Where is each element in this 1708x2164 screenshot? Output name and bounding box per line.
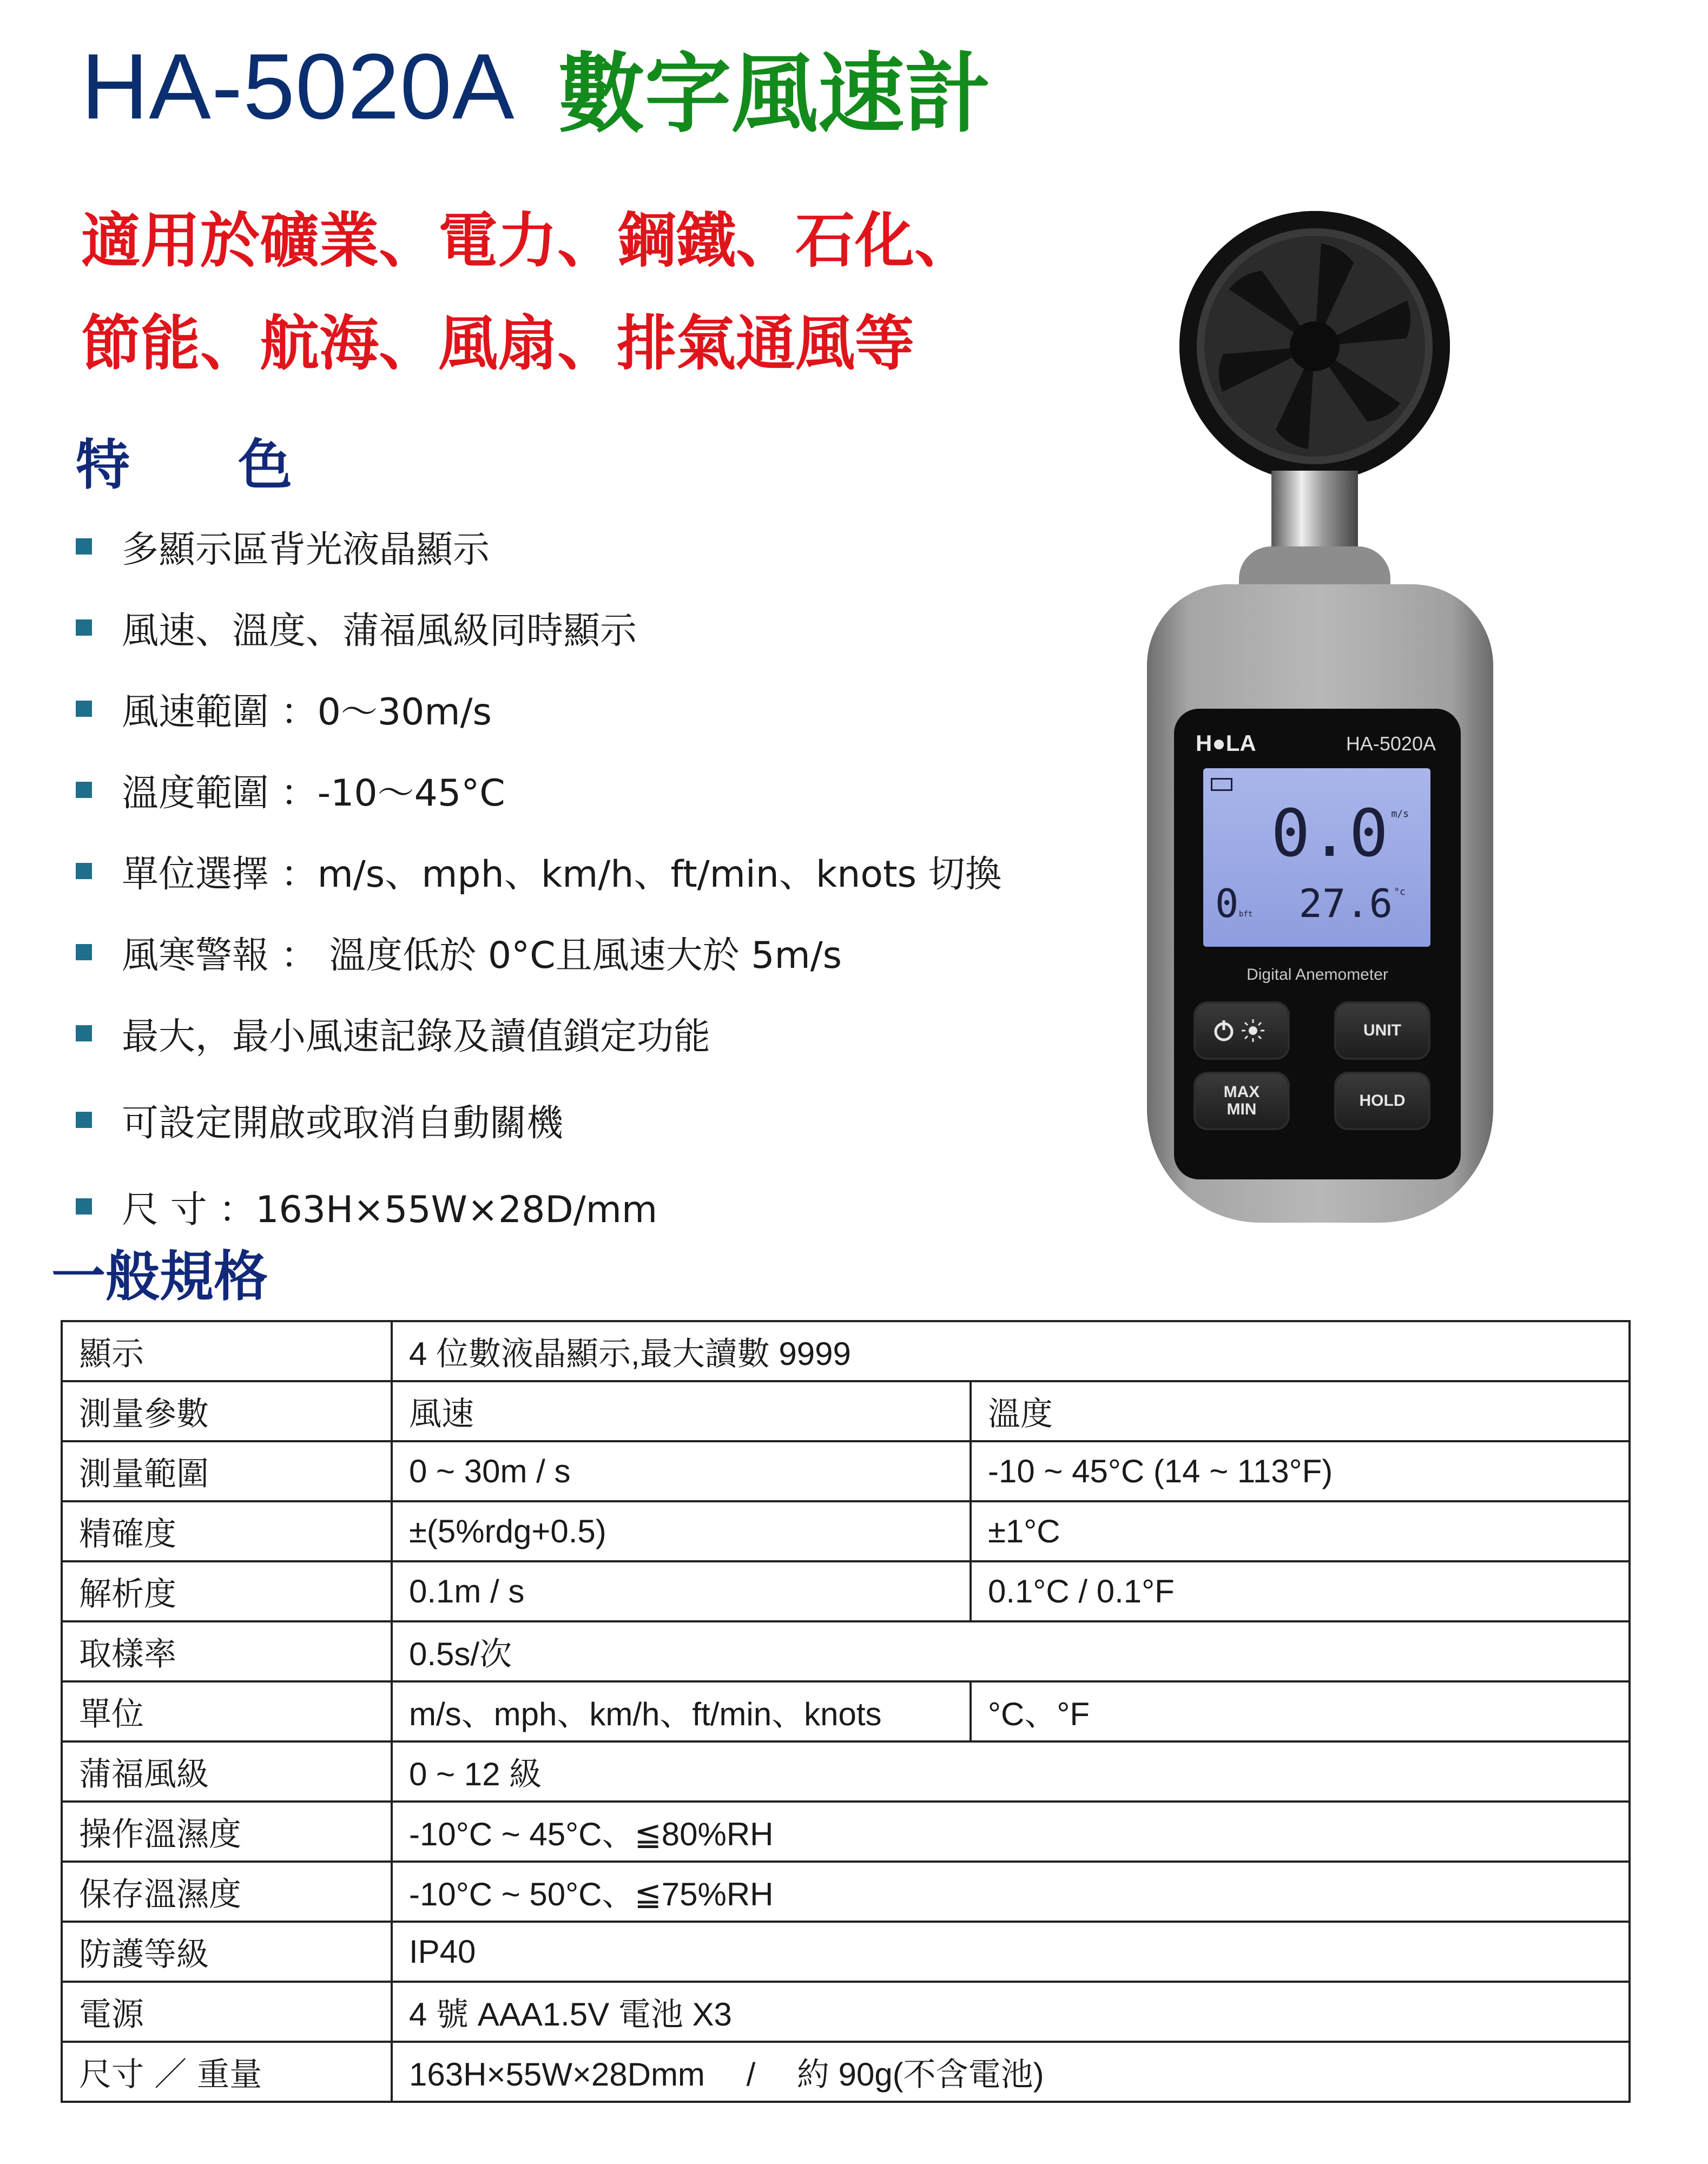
table-row [62,1681,1630,1741]
spec-label: 電源 [62,1982,392,2042]
spec-label: 測量參數 [62,1381,392,1441]
lcd-beaufort: 0 [1215,881,1239,926]
spec-label: 單位 [62,1681,392,1741]
square-bullet-icon [76,619,92,636]
device-subtitle: Digital Anemometer [1247,966,1388,984]
spec-value: 0.5s/次 [392,1621,1630,1681]
spec-value: ±(5%rdg+0.5) [392,1501,971,1561]
spec-value: 4 號 AAA1.5V 電池 X3 [392,1982,1630,2042]
hold-button: HOLD [1336,1074,1428,1128]
square-bullet-icon [76,782,92,798]
spec-table [61,1320,1631,2103]
table-row [62,2042,1630,2102]
model-number: HA-5020A [81,35,515,138]
table-row [62,1802,1630,1862]
feature-item: 溫度範圍 ：-10～45°C [76,749,1002,830]
unit-button: UNIT [1336,1004,1428,1058]
table-row [62,1501,1630,1561]
table-row [62,1381,1630,1441]
spec-value: -10°C ~ 50°C、≦75%RH [392,1862,1630,1922]
table-row [62,1441,1630,1501]
metal-stem [1271,471,1358,557]
device-model-label: HA-5020A [1346,733,1436,755]
battery-icon [1211,778,1232,791]
square-bullet-icon [76,538,92,555]
usage-line: 適用於礦業、電力、鋼鐵、石化、 [81,206,974,275]
square-bullet-icon [76,863,92,879]
spec-label: 尺寸 ／ 重量 [62,2042,392,2102]
power-light-button [1196,1004,1288,1058]
spec-label: 保存溫濕度 [62,1862,392,1922]
table-row [62,1561,1630,1621]
table-row [62,1321,1630,1381]
feature-item: 最大，最小風速記錄及讀值鎖定功能 [76,993,1002,1074]
power-backlight-icon [1212,1017,1271,1044]
feature-item: 風速、溫度、蒲福風級同時顯示 [76,587,1002,668]
spec-value: ±1°C [971,1501,1630,1561]
spec-label: 操作溫濕度 [62,1802,392,1862]
feature-item: 風速範圍 ：0～30m/s [76,668,1002,749]
spec-value: °C、°F [971,1681,1630,1741]
features-title: 特 色 [76,433,292,497]
spec-value: IP40 [392,1922,1630,1982]
square-bullet-icon [76,1025,92,1041]
feature-item: 尺 寸 ：163H×55W×28D/mm [76,1166,1002,1247]
spec-label: 防護等級 [62,1922,392,1982]
spec-label: 蒲福風級 [62,1741,392,1802]
spec-value: m/s、mph、km/h、ft/min、knots [392,1681,971,1741]
spec-value: 0 ~ 30m / s [392,1441,971,1501]
spec-value: 0.1°C / 0.1°F [971,1561,1630,1621]
spec-value: 溫度 [971,1381,1630,1441]
square-bullet-icon [76,944,92,960]
spec-label: 取樣率 [62,1621,392,1681]
feature-item: 多顯示區背光液晶顯示 [76,506,1002,587]
square-bullet-icon [76,1112,92,1128]
feature-item: 風寒警報 ： 溫度低於 0°C且風速大於 5m/s [76,912,1002,993]
lcd-temperature: 27.6 [1298,881,1393,926]
lcd-speed: 0.0 [1271,796,1388,872]
spec-value: 0.1m / s [392,1561,971,1621]
page-title [81,27,991,146]
table-row [62,1862,1630,1922]
spec-value: 163H×55W×28Dmm / 約 90g(不含電池) [392,2042,1630,2102]
usage-statement [81,189,974,395]
spec-label: 顯示 [62,1321,392,1381]
usage-line: 節能、航海、風扇、排氣通風等 [81,309,914,378]
square-bullet-icon [76,1198,92,1215]
product-image [1125,211,1536,1228]
brand-logo: H●LA [1196,730,1256,756]
table-row [62,1922,1630,1982]
feature-item: 單位選擇 ：m/s、mph、km/h、ft/min、knots 切換 [76,830,1002,912]
lcd-display [1203,768,1430,947]
lcd-temperature-unit: °c [1394,886,1406,898]
device-face [1174,709,1461,1179]
lcd-speed-unit: m/s [1391,808,1409,820]
spec-value: -10°C ~ 45°C、≦80%RH [392,1802,1630,1862]
square-bullet-icon [76,701,92,717]
spec-value: 0 ~ 12 級 [392,1741,1630,1802]
fan-blades-icon [1179,211,1450,481]
table-row [62,1621,1630,1681]
product-name: 數字風速計 [558,43,991,144]
spec-value: 風速 [392,1381,971,1441]
spec-value: 4 位數液晶顯示,最大讀數 9999 [392,1321,1630,1381]
fan-cup [1179,211,1450,481]
table-row [62,1741,1630,1802]
table-row [62,1982,1630,2042]
lcd-beaufort-unit: bft [1239,910,1253,919]
spec-label: 解析度 [62,1561,392,1621]
spec-label: 測量範圍 [62,1441,392,1501]
features-list [76,506,1002,1247]
spec-value: -10 ~ 45°C (14 ~ 113°F) [971,1441,1630,1501]
spec-title: 一般規格 [51,1245,268,1308]
max-min-button: MAX MIN [1196,1074,1288,1128]
spec-label: 精確度 [62,1501,392,1561]
feature-item: 可設定開啟或取消自動關機 [76,1074,1002,1166]
